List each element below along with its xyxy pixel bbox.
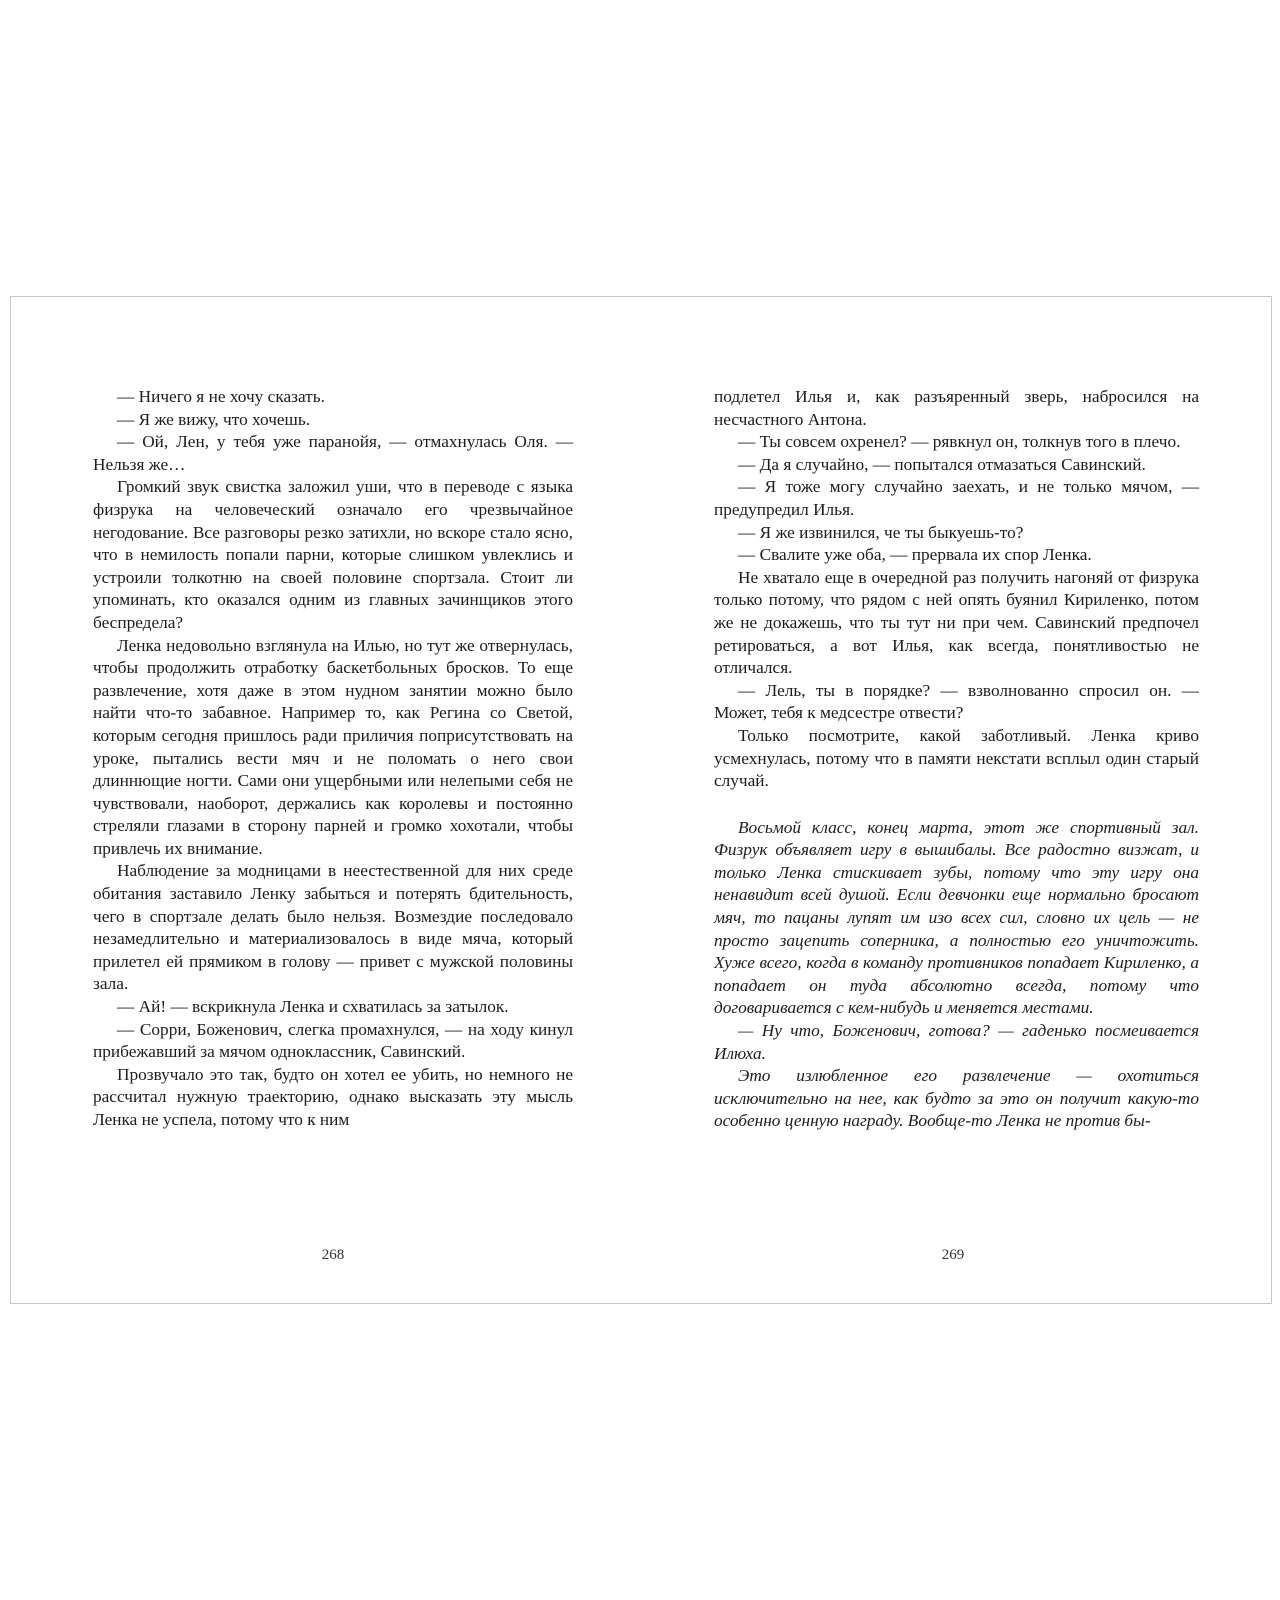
flashback-paragraph: Это излюбленное его развлечение — охотиться исключительно на нее, как будто за это он получит какую-то особенно ценную награду. Вообще-то Ленка не против бы- <box>714 1066 1199 1131</box>
section-break <box>714 793 1199 817</box>
continued-paragraph: подлетел Илья и, как разъяренный зверь, набросился на несчастного Антона. <box>714 387 1199 429</box>
paragraph: Не хватало еще в очередной раз получить нагоняй от физрука только потому, что рядом с ней опять буянил Кириленко, потом же не докажешь, что ты тут ни при чем. Савинский предпочел ретироваться, а вот Илья, как всегда, понятливостью не отличался. <box>714 567 1199 678</box>
paragraph: — Ты совсем охренел? — рявкнул он, толкнув того в плечо. <box>738 432 1181 452</box>
paragraph: Ленка недовольно взглянула на Илью, но тут же отвернулась, чтобы продолжить отработку баскетбольных бросков. То еще развлечение, хотя даже в этом нудном занятии можно было найти что-то забавное. Например то, как Регина со Светой, которым сегодня пришлось ради приличия поприсутствовать на уроке, пытались вести мяч и не поломать о него свои длиннющие ногти. Сами они ущербными или нелепыми себя не чувствовали, наоборот, держались как королевы и постоянно стреляли глазами в сторону парней и громко хохотали, чтобы привлечь их внимание. <box>93 635 573 858</box>
paragraph: — Да я случайно, — попытался отмазаться Савинский. <box>738 454 1146 474</box>
paragraph: Только посмотрите, какой заботливый. Ленка криво усмехнулась, потому что в памяти некстати всплыл один старый случай. <box>714 725 1199 791</box>
paragraph: — Я же вижу, что хочешь. <box>117 409 311 429</box>
flashback-paragraph: — Ну что, Боженович, готова? — гаденько посмеивается Илюха. <box>714 1021 1199 1063</box>
paragraph: Громкий звук свистка заложил уши, что в переводе с языка физрука на человеческий означало его чрезвычайное негодование. Все разговоры резко затихли, но вскоре стало ясно, что в немилость попали парни, которые слишком увлеклись и устроили толкотню на своей половине спортзала. Стоит ли упоминать, кто оказался одним из главных зачинщиков этого беспредела? <box>93 477 573 632</box>
paragraph: — Я тоже могу случайно заехать, и не только мячом, — предупредил Илья. <box>714 477 1199 519</box>
page-number-left: 268 <box>321 1247 345 1263</box>
paragraph: — Ничего я не хочу сказать. <box>117 387 325 406</box>
paragraph: — Сорри, Боженович, слегка промахнулся, — на ходу кинул прибежавший за мячом одноклассник, Савинский. <box>93 1019 573 1062</box>
paragraph: — Ай! — вскрикнула Ленка и схватилась за затылок. <box>117 997 509 1017</box>
flashback-paragraph: Восьмой класс, конец марта, этот же спортивный зал. Физрук объявляет игру в вышибалы. Все радостно визжат, и только Ленка стискивает зубы, потому что эту игру она ненавидит всей душой. Если девчонки еще нормально бросают мяч, то пацаны лупят им изо всех сил, словно их цель — не просто зацепить соперника, а полностью его уничтожить. Хуже всего, когда в команду противников попадает Кириленко, а попадает он туда абсолютно всегда, потому что договаривается с кем-нибудь и меняется местами. <box>714 817 1199 1018</box>
paragraph: Прозвучало это так, будто он хотел ее убить, но немного не рассчитал нужную траекторию, однако высказать эту мысль Ленка не успела, потому что к ним <box>93 1064 573 1129</box>
paragraph: Наблюдение за модницами в неестественной для них среде обитания заставило Ленку забыться и потерять бдительность, чего в спортзале делать было нельзя. Возмездие последовало незамедлительно и материализовалось в виде мяча, который прилетел ей прямиком в голову — привет с мужской половины зала. <box>93 861 573 994</box>
book-spread <box>10 296 1272 1304</box>
left-page-text <box>93 386 573 1132</box>
paragraph: — Я же извинился, че ты быкуешь-то? <box>738 522 1024 542</box>
paragraph: — Ой, Лен, у тебя уже паранойя, — отмахнулась Оля. — Нельзя же… <box>93 432 573 474</box>
paragraph: — Свалите уже оба, — прервала их спор Ленка. <box>738 545 1092 565</box>
right-page-text <box>714 386 1199 1133</box>
page-number-right: 269 <box>941 1247 965 1263</box>
paragraph: — Лель, ты в порядке? — взволнованно спросил он. — Может, тебя к медсестре отвести? <box>714 680 1199 723</box>
